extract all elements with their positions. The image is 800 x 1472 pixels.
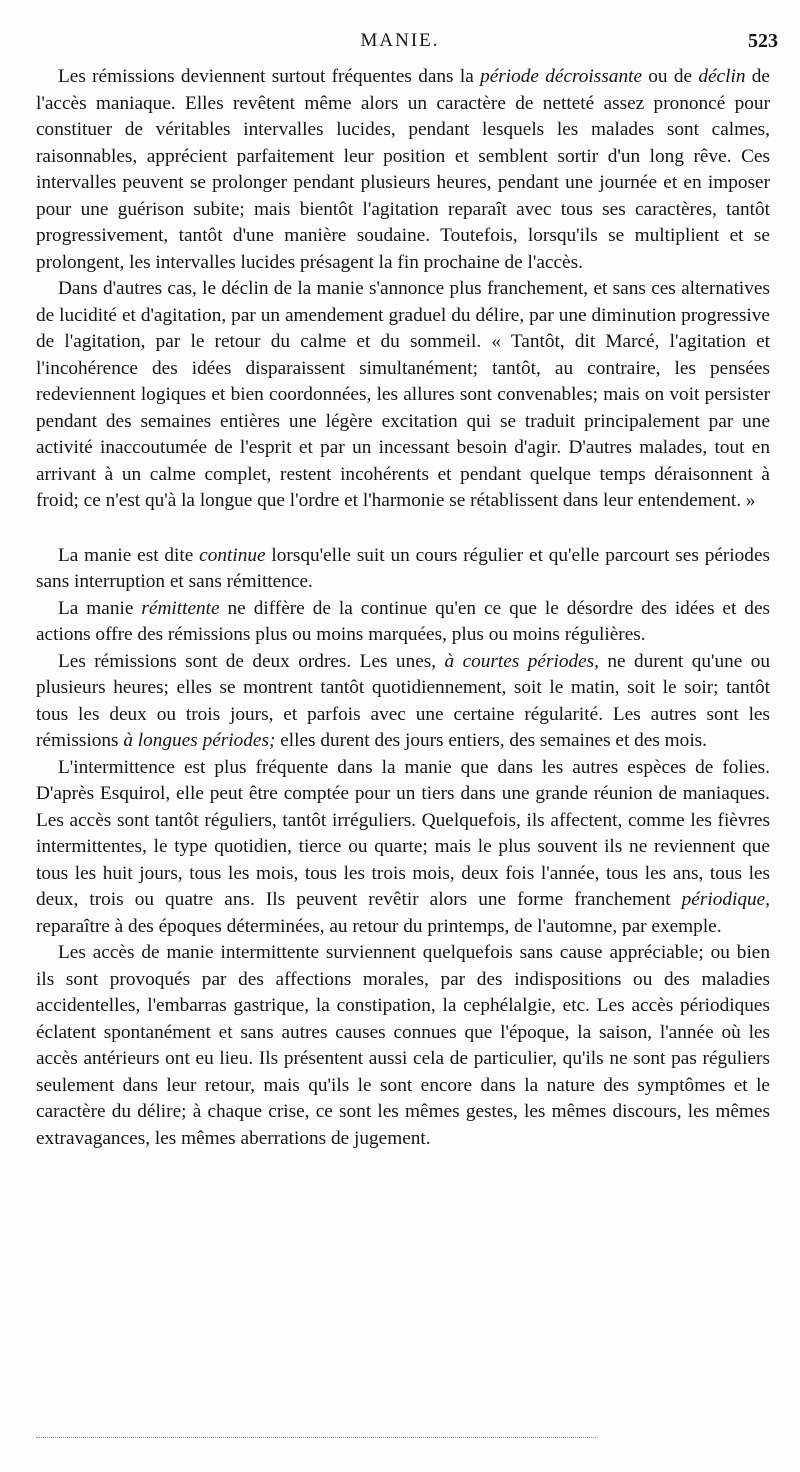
paragraph-ordres-remissions [36,649,770,755]
running-head [0,30,800,58]
text-run: Dans d'autres cas, le déclin de la manie s'annonce plus franchement, et sans ces alternatives de lucidité et d'agitation, par un amendement graduel du délire, par une diminution progressive de l'agitation, par le retour du calme et du sommeil. « Tantôt, dit Marcé, l'agitation et l'incohérence des idées disparaissent simultanément; tantôt, au contraire, les pensées redeviennent logiques et bien coordonnées, les allures sont convenables; mais on voit persister pendant des semaines entières une légère excitation qui se traduit principalement par une activité inaccoutumée de l'esprit et par un incessant besoin d'agir. D'autres malades, tout en arrivant à un calme complet, restent incohérents et pendant quelque temps déraisonnent à froid; ce n'est qu'à la longue que l'ordre et l'harmonie se rétablissent dans leur entendement. » [36,278,770,511]
italic-term: déclin [698,66,746,87]
paragraph-remissions-declin [36,64,770,276]
italic-term: période décroissante [480,66,642,87]
italic-term: à courtes périodes, [444,650,599,672]
paragraph-manie-continue [36,543,770,596]
text-run: La manie [58,597,142,619]
text-run: Les accès de manie intermittente surviennent quelquefois sans cause appréciable; ou bien ils sont provoqués par des affections morales, par des indispositions ou des maladies accidentelles, l'embarras gastrique, la constipation, la cephélalgie, etc. Les accès périodiques éclatent spontanément et sans autres causes connues que l'époque, la saison, l'année où les accès antérieurs ont eu lieu. Ils présentent aussi cela de particulier, qu'ils ne sont pas réguliers seulement dans leur retour, mais qu'ils le sont encore dans la nature des symptômes et le caractère du délire; à chaque crise, ce sont les mêmes gestes, les mêmes discours, les mêmes extravagances, les mêmes aberrations de jugement. [36,942,770,1149]
text-run: Les rémissions deviennent surtout fréquentes dans la [58,66,481,87]
paragraph-acces-intermittents [36,940,770,1152]
text-run: ou de [642,66,699,87]
text-run: L'intermittence est plus fréquente dans la manie que dans les autres espèces de folies. D'après Esquirol, elle peut être comptée pour un tiers dans une grande réunion de maniaques. Les accès sont tantôt réguliers, tantôt irréguliers. Quelquefois, ils affectent, comme les fièvres intermittentes, le type quotidien, tierce ou quarte; mais le plus souvent ils ne reviennent que tous les huit jours, tous les mois, tous les trois mois, deux fois l'année, tous les ans, tous les deux, trois ou quatre ans. Ils peuvent revêtir alors une forme franchement [36,756,770,910]
bottom-dotted-rule [36,1437,596,1438]
paragraph-intermittence [36,755,770,941]
text-run: La manie est dite [58,544,200,566]
running-title: MANIE. [360,30,440,51]
italic-term: rémittente [141,597,220,619]
text-run: reparaître à des époques déterminées, au retour du printemps, de l'automne, par exemple. [36,915,722,937]
paragraph-separator [36,515,770,543]
text-run: ne durent qu'une ou plusieurs heures; elles se montrent tantôt quotidiennement, soit le matin, soit le soir; tantôt tous les deux ou trois jours, et parfois avec une certaine régularité. Les autres sont les rémissions [36,650,770,751]
page-number: 523 [748,30,778,52]
italic-term: à longues périodes; [123,730,276,751]
text-run: ne diffère de la continue qu'en ce que le désordre des idées et des actions offre des rémissions plus ou moins marquées, plus ou moins régulières. [36,597,770,645]
paragraph-declin-franc [36,276,770,515]
text-run: Les rémissions sont de deux ordres. Les unes, [58,650,445,672]
text-run: elles durent des jours entiers, des semaines et des mois. [275,730,707,751]
italic-term: périodique, [681,889,770,910]
text-run: lorsqu'elle suit un cours régulier et qu'elle parcourt ses périodes sans interruption et sans rémittence. [36,544,771,592]
body-text [36,64,770,1152]
text-run: de l'accès maniaque. Elles revêtent même alors un caractère de netteté assez prononcé pour constituer de véritables intervalles lucides, pendant lesquels les malades sont calmes, raisonnables, apprécient parfaitement leur position et semblent sortir d'un long rêve. Ces intervalles peuvent se prolonger pendant plusieurs heures, pendant une journée et en imposer pour une guérison subite; mais bientôt l'agitation reparaît avec tous ses caractères, tantôt progressivement, tantôt d'une manière soudaine. Toutefois, lorsqu'ils se multiplient et se prolongent, les intervalles lucides présagent la fin prochaine de l'accès. [36,66,770,273]
paragraph-manie-remittente [36,596,770,649]
italic-term: continue [199,544,266,566]
